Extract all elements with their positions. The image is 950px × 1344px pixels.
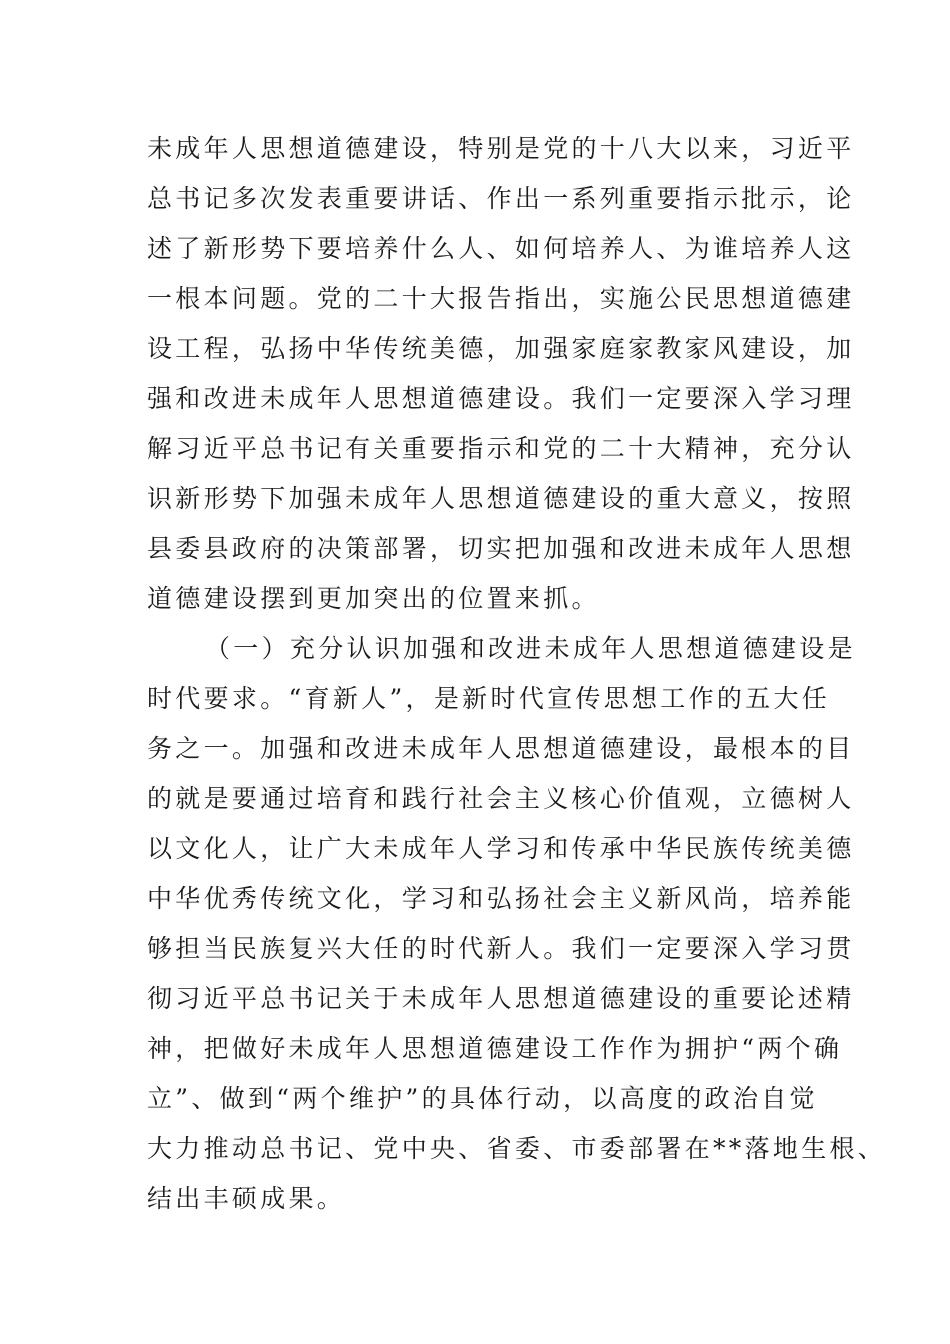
text-line: 结出丰硕成果。 bbox=[147, 1184, 346, 1213]
text-line: 立”、做到“两个维护”的具体行动，以高度的政治自觉 bbox=[147, 1084, 818, 1113]
text-line: 彻习近平总书记关于未成年人思想道德建设的重要论述精 bbox=[147, 984, 855, 1013]
text-line: 道德建设摆到更加突出的位置来抓。 bbox=[147, 584, 600, 613]
text-line: 强和改进未成年人思想道德建设。我们一定要深入学习理 bbox=[147, 384, 855, 413]
paragraph-continuation bbox=[147, 124, 855, 624]
text-line: 县委县政府的决策部署，切实把加强和改进未成年人思想 bbox=[147, 534, 855, 563]
section-heading-line: （一）充分认识加强和改进未成年人思想道德建设是 bbox=[205, 634, 856, 663]
text-line: 的就是要通过培育和践行社会主义核心价值观，立德树人 bbox=[147, 784, 855, 813]
text-line: 够担当民族复兴大任的时代新人。我们一定要深入学习贯 bbox=[147, 934, 855, 963]
text-line: 中华优秀传统文化，学习和弘扬社会主义新风尚，培养能 bbox=[147, 884, 855, 913]
text-line: 总书记多次发表重要讲话、作出一系列重要指示批示，论 bbox=[147, 184, 855, 213]
text-line: 神，把做好未成年人思想道德建设工作作为拥护“两个确 bbox=[147, 1034, 843, 1063]
text-line: 以文化人，让广大未成年人学习和传承中华民族传统美德 bbox=[147, 834, 855, 863]
text-line: 识新形势下加强未成年人思想道德建设的重大意义，按照 bbox=[147, 484, 855, 513]
text-line: 设工程，弘扬中华传统美德，加强家庭家教家风建设，加 bbox=[147, 334, 855, 363]
text-line: 务之一。加强和改进未成年人思想道德建设，最根本的目 bbox=[147, 734, 855, 763]
text-line: 时代要求。“育新人”，是新时代宣传思想工作的五大任 bbox=[147, 684, 831, 713]
document-body bbox=[147, 124, 887, 1224]
text-line: 解习近平总书记有关重要指示和党的二十大精神，充分认 bbox=[147, 434, 855, 463]
text-line: 大力推动总书记、党中央、省委、市委部署在**落地生根、 bbox=[147, 1134, 887, 1163]
paragraph-section-one bbox=[147, 624, 887, 1224]
text-line: 一根本问题。党的二十大报告指出，实施公民思想道德建 bbox=[147, 284, 855, 313]
text-line: 未成年人思想道德建设，特别是党的十八大以来，习近平 bbox=[147, 134, 855, 163]
text-line: 述了新形势下要培养什么人、如何培养人、为谁培养人这 bbox=[147, 234, 855, 263]
